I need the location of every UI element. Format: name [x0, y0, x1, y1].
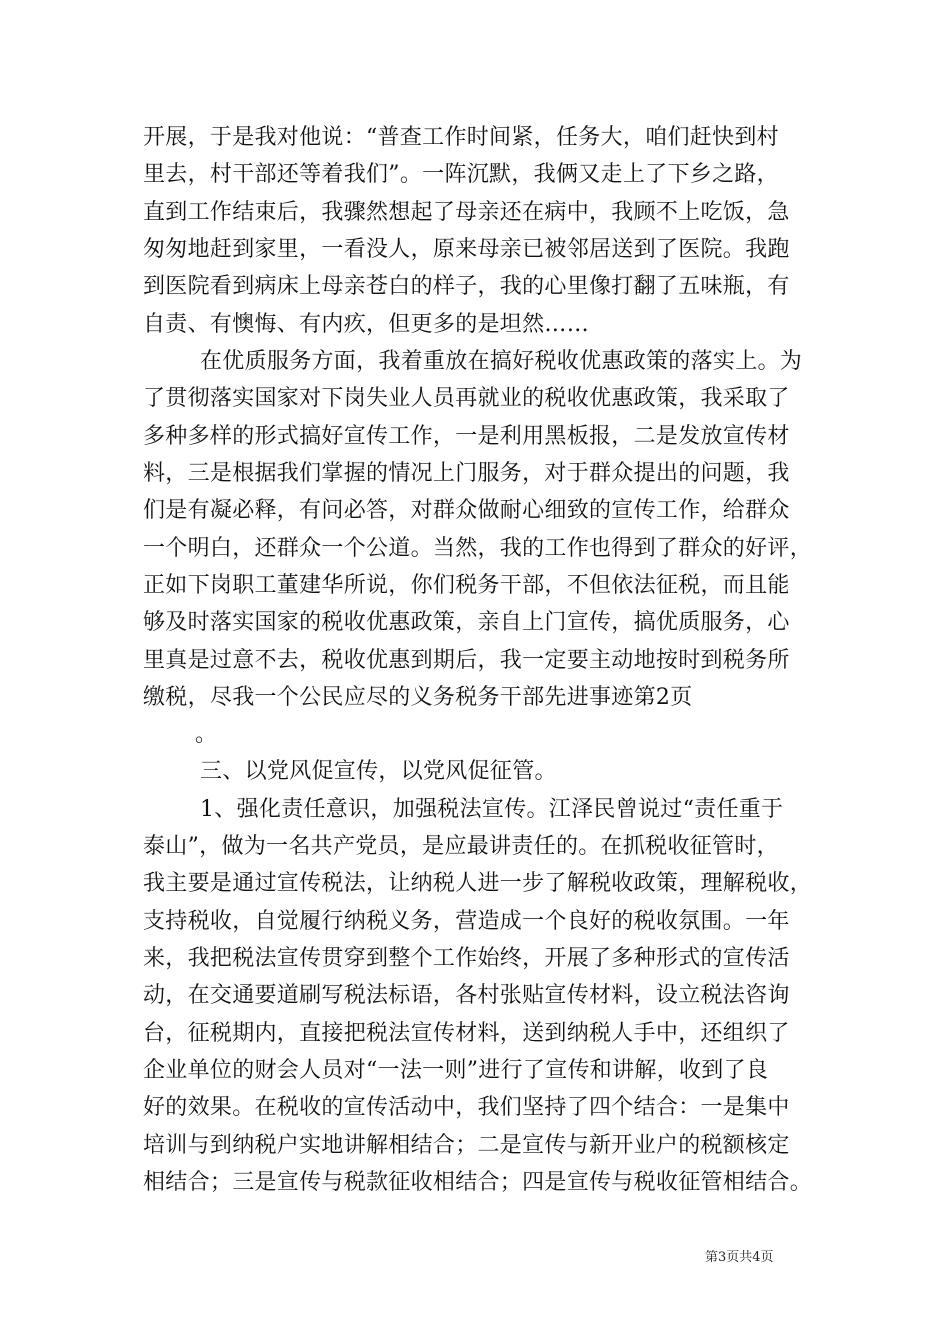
- stray-punctuation-line: 。: [195, 722, 218, 747]
- text-line: 支持税收，自觉履行纳税义务，营造成一个良好的税收氛围。一年: [143, 909, 790, 934]
- page-number-footer: 第3页共4页: [705, 1250, 774, 1265]
- text-line: 泰山”，做为一名共产党员，是应最讲责任的。在抓税收征管时，: [143, 834, 779, 859]
- text-line: 匆匆地赶到家里，一看没人，原来母亲已被邻居送到了医院。我跑: [143, 237, 790, 262]
- text-line: 缴税，尽我一个公民应尽的义务税务干部先进事迹第2页: [143, 685, 693, 710]
- text-line: 们是有凝必释，有问必答，对群众做耐心细致的宣传工作，给群众: [143, 498, 790, 523]
- text-line: 到医院看到病床上母亲苍白的样子，我的心里像打翻了五味瓶，有: [143, 274, 790, 299]
- text-line: 企业单位的财会人员对“一法一则”进行了宣传和讲解，收到了良: [143, 1058, 769, 1083]
- text-line: 自责、有懊悔、有内疚，但更多的是坦然……: [143, 312, 590, 337]
- text-line: 里真是过意不去，税收优惠到期后，我一定要主动地按时到税务所: [143, 648, 790, 673]
- text-line: 动，在交通要道刷写税法标语，各村张贴宣传材料，设立税法咨询: [143, 983, 790, 1008]
- text-line: 一个明白，还群众一个公道。当然，我的工作也得到了群众的好评，: [143, 536, 813, 561]
- text-line: 直到工作结束后，我骤然想起了母亲还在病中，我顾不上吃饭，急: [143, 200, 790, 225]
- paragraph-first-line: 1、强化责任意识，加强税法宣传。江泽民曾说过“责任重于: [200, 797, 784, 822]
- text-line: 相结合；三是宣传与税款征收相结合；四是宣传与税收征管相结合。: [143, 1170, 813, 1195]
- text-line: 了贯彻落实国家对下岗失业人员再就业的税收优惠政策，我采取了: [143, 386, 790, 411]
- text-line: 好的效果。在税收的宣传活动中，我们坚持了四个结合：一是集中: [143, 1095, 790, 1120]
- text-line: 正如下岗职工董建华所说，你们税务干部，不但依法征税，而且能: [143, 573, 790, 598]
- text-line: 多种多样的形式搞好宣传工作，一是利用黑板报，二是发放宣传材: [143, 424, 790, 449]
- text-line: 够及时落实国家的税收优惠政策，亲自上门宣传，搞优质服务，心: [143, 610, 790, 635]
- text-line: 台，征税期内，直接把税法宣传材料，送到纳税人手中，还组织了: [143, 1021, 790, 1046]
- text-line: 料，三是根据我们掌握的情况上门服务，对于群众提出的问题，我: [143, 461, 790, 486]
- text-line: 培训与到纳税户实地讲解相结合；二是宣传与新开业户的税额核定: [143, 1133, 790, 1158]
- text-line: 开展，于是我对他说：“普查工作时间紧，任务大，咱们赶快到村: [143, 125, 779, 150]
- text-line: 来，我把税法宣传贯穿到整个工作始终，开展了多种形式的宣传活: [143, 946, 790, 971]
- section-heading: 三、以党风促宣传，以党风促征管。: [200, 759, 557, 784]
- text-line: 我主要是通过宣传税法，让纳税人进一步了解税收政策，理解税收，: [143, 871, 813, 896]
- paragraph-first-line: 在优质服务方面，我着重放在搞好税收优惠政策的落实上。为: [200, 349, 803, 374]
- text-line: 里去，村干部还等着我们”。一阵沉默，我俩又走上了下乡之路，: [143, 162, 779, 187]
